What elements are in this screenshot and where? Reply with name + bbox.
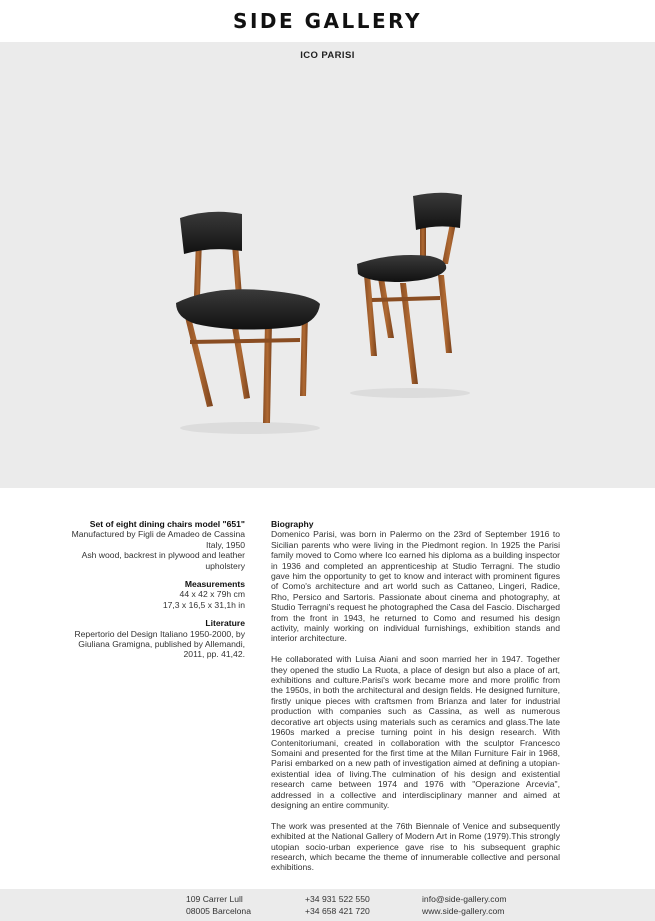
phone-link[interactable]: +34 931 522 550 (305, 894, 370, 904)
product-photo (0, 68, 655, 488)
measurements-in: 17,3 x 16,5 x 31,1h in (162, 599, 245, 610)
address-city: 08005 Barcelona (186, 905, 251, 916)
literature-section (40, 618, 245, 660)
product-manufacturer: Manufactured by Figli de Amadeo de Cassina (71, 529, 245, 540)
address-street: 109 Carrer Lull (186, 894, 243, 904)
product-origin: Italy, 1950 (205, 539, 245, 550)
product-title: Set of eight dining chairs model "651" (89, 519, 245, 529)
measurements-section (40, 579, 245, 610)
product-materials: Ash wood, backrest in plywood and leather (81, 550, 245, 561)
footer (0, 889, 655, 921)
literature-line: 2011, pp. 41,42. (183, 649, 245, 660)
measurements-cm: 44 x 42 x 79h cm (179, 589, 245, 600)
phone-link[interactable]: +34 658 421 720 (305, 905, 370, 916)
literature-line: Giuliana Gramigna, published by Allemandi, (78, 639, 245, 650)
product-materials-cont: upholstery (205, 560, 245, 571)
literature-heading: Literature (205, 618, 245, 629)
chairs-illustration (0, 68, 655, 488)
product-description (40, 519, 245, 571)
brand-logo[interactable]: SIDE GALLERY (233, 9, 422, 33)
website-link[interactable]: www.side-gallery.com (422, 905, 505, 916)
footer-contact (422, 894, 507, 917)
biography-paragraph: He collaborated with Luisa Aiani and soon married her in 1947. Together they opened the studio La Ruota, a place of design but also a place of art, exhibitions and culture.Parisi's work became more and more prolific from the 1950s, in both the architectural and design fields. He designed furniture, firstly unique pieces with craftsmen from Brianza and later for industrial production with companies such as Cassina, as well as numerous decorative art objects using materials such as ceramics and glass.The late 1960s marked a precise turning point in his design research. With Contenitoriumani, created in collaboration with the sculptor Francesco Somaini and presented for the first time at the Milan Furniture Fair in 1968, Parisi embarked on a new path of investigation aimed at defining a utopian-existential idea of living.The culmination of his design and existential research came between 1974 and 1976 with "Operazione Arcevia", addressed in a collective and interdisciplinary manner and aimed at designing an entire community. (271, 654, 560, 810)
chair-front (176, 212, 320, 434)
biography-section (271, 519, 560, 883)
biography-paragraph: The work was presented at the 76th Biennale of Venice and subsequently exhibited at the National Gallery of Modern Art in Rome (1979).This strongly utopian socio-urban experience gave rise to his subsequent graphic research, which became the theme of innumerable collective and personal exhibitions. (271, 820, 560, 873)
chair-back (350, 193, 470, 398)
biography-heading: Biography (271, 519, 314, 529)
email-link[interactable]: info@side-gallery.com (422, 894, 507, 904)
footer-address (186, 894, 251, 917)
product-details (40, 519, 245, 668)
literature-line: Repertorio del Design Italiano 1950-2000, by (74, 628, 245, 639)
measurements-heading: Measurements (184, 579, 245, 590)
designer-title: ICO PARISI (0, 42, 655, 68)
footer-phones (305, 894, 370, 917)
biography-paragraph: Domenico Parisi, was born in Palermo on the 23rd of September 1916 to Sicilian parents who were living in the Piedmont region. In 1925 the Parisi family moved to Como where Ico earned his diploma as a building inspector in 1936 and completed an apprenticeship at Studio Terragni. The studio gave him the opportunity to get to know and interact with prominent figures of Como's architecture and art world such as Cattaneo, Lingeri, Radice, Rho, Persico and Sartoris. Passionate about cinema and photography, at Studio Terragni's request he photographed the Casa del Fascio. Discharged from the front in 1943, he returned to Como and resumed his design activity, mainly working on individual furnishings, exhibition stands and interior architecture. (271, 529, 560, 644)
